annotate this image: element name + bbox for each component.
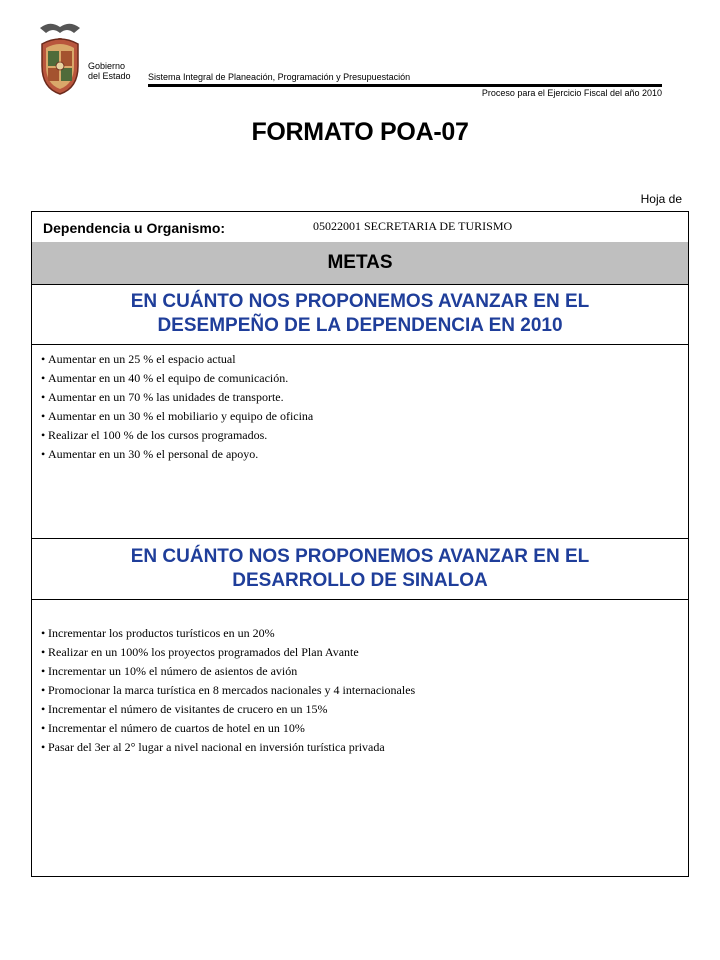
section1-heading: [32, 290, 688, 338]
list-item: • Aumentar en un 30 % el mobiliario y equipo de oficina: [42, 407, 313, 426]
gov-line1: Gobierno: [88, 61, 126, 71]
list-item: • Pasar del 3er al 2° lugar a nivel nacional en inversión turística privada: [42, 738, 415, 757]
section1-heading-line1: EN CUÁNTO NOS PROPONEMOS AVANZAR EN EL: [130, 291, 590, 312]
list-item: • Realizar en un 100% los proyectos programados del Plan Avante: [42, 643, 415, 662]
list-item: • Aumentar en un 30 % el personal de apoyo.: [42, 445, 313, 464]
section2-heading-line2: DESARROLLO DE SINALOA: [232, 570, 488, 591]
dependencia-value: 05022001 SECRETARIA DE TURISMO: [313, 219, 513, 233]
section1-list: [42, 350, 313, 464]
system-name: Sistema Integral de Planeación, Programación y Presupuestación: [148, 72, 411, 82]
list-item: • Incrementar el número de cuartos de hotel en un 10%: [42, 719, 415, 738]
process-label: Proceso para el Ejercicio Fiscal del año 2010: [481, 88, 662, 98]
state-seal-icon: [36, 18, 84, 96]
section2-list: [42, 624, 415, 757]
list-item: • Aumentar en un 70 % las unidades de transporte.: [42, 388, 313, 407]
section1-heading-line2: DESEMPEÑO DE LA DEPENDENCIA EN 2010: [157, 315, 563, 336]
gov-line2: del Estado: [88, 71, 131, 81]
list-item: • Realizar el 100 % de los cursos programados.: [42, 426, 313, 445]
list-item: • Aumentar en un 40 % el equipo de comunicación.: [42, 369, 313, 388]
page-counter: Hoja de: [640, 192, 682, 206]
row-divider: [31, 344, 689, 345]
list-item: • Incrementar un 10% el número de asientos de avión: [42, 662, 415, 681]
metas-heading: METAS: [327, 252, 393, 273]
row-divider: [31, 538, 689, 539]
row-divider: [31, 284, 689, 285]
list-item: • Promocionar la marca turística en 8 mercados nacionales y 4 internacionales: [42, 681, 415, 700]
section2-heading-line1: EN CUÁNTO NOS PROPONEMOS AVANZAR EN EL: [130, 546, 590, 567]
list-item: • Incrementar los productos turísticos en un 20%: [42, 624, 415, 643]
page-title: FORMATO POA-07: [251, 118, 469, 146]
header-rule: [148, 84, 662, 87]
list-item: • Incrementar el número de visitantes de crucero en un 15%: [42, 700, 415, 719]
list-item: • Aumentar en un 25 % el espacio actual: [42, 350, 313, 369]
row-divider: [31, 599, 689, 600]
section2-heading: [32, 545, 688, 593]
dependencia-label: Dependencia u Organismo:: [43, 220, 226, 236]
